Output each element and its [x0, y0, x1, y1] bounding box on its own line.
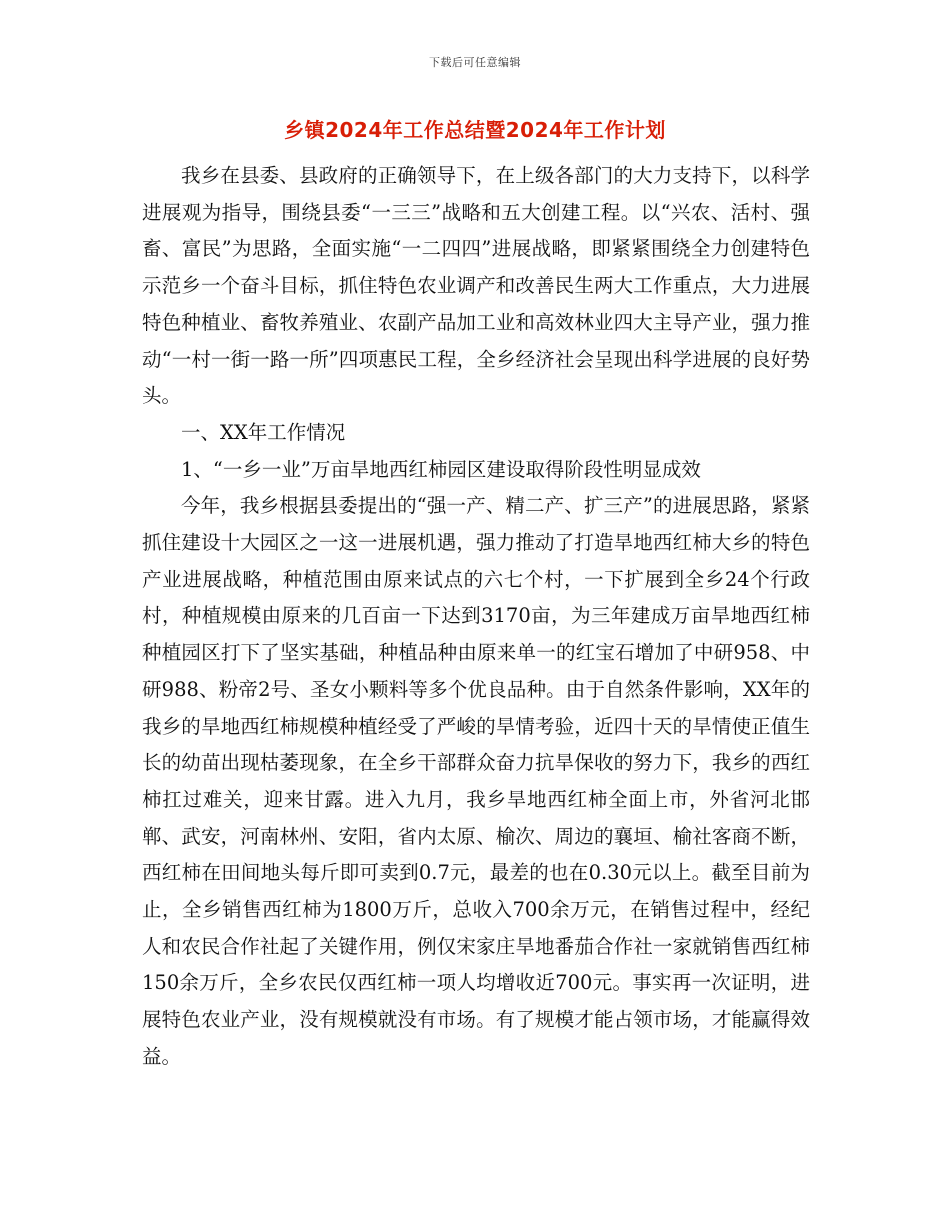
document-title: 乡镇2024年工作总结暨2024年工作计划 [284, 118, 666, 142]
document-body [142, 158, 810, 1076]
subsection-heading: 1、“一乡一业”万亩旱地西红柿园区建设取得阶段性明显成效 [181, 457, 701, 481]
body-paragraph: 今年，我乡根据县委提出的“强一产、精二产、扩三产”的进展思路，紧紧抓住建设十大园区之一这一进展机遇，强力推动了打造旱地西红柿大乡的特色产业进展战略，种植范围由原来试点的六七个村，一下扩展到全乡24个行政村，种植规模由原来的几百亩一下达到3170亩，为三年建成万亩旱地西红柿种植园区打下了坚实基础，种植品种由原来单一的红宝石增加了中研958、中研988、粉帝2号、圣女小颗料等多个优良品种。由于自然条件影响，XX年的我乡的旱地西红柿规模种植经受了严峻的旱情考验，近四十天的旱情使正值生长的幼苗出现枯萎现象，在全乡干部群众奋力抗旱保收的努力下，我乡的西红柿扛过难关，迎来甘露。进入九月，我乡旱地西红柿全面上市，外省河北邯郸、武安，河南林州、安阳，省内太原、榆次、周边的襄垣、榆社客商不断，西红柿在田间地头每斤即可卖到0.7元，最差的也在0.30元以上。截至目前为止，全乡销售西红柿为1800万斤，总收入700余万元，在销售过程中，经纪人和农民合作社起了关键作用，例仅宋家庄旱地番茄合作社一家就销售西红柿150余万斤，全乡农民仅西红柿一项人均增收近700元。事实再一次证明，进展特色农业产业，没有规模就没有市场。有了规模才能占领市场，才能赢得效益。 [142, 494, 810, 1068]
header-note: 下载后可任意编辑 [429, 56, 521, 69]
section-heading: 一、XX年工作情况 [181, 420, 346, 444]
intro-paragraph: 我乡在县委、县政府的正确领导下，在上级各部门的大力支持下，以科学进展观为指导，围绕县委“一三三”战略和五大创建工程。以“兴农、活村、强畜、富民”为思路，全面实施“一二四四”进展战略，即紧紧围绕全力创建特色示范乡一个奋斗目标，抓住特色农业调产和改善民生两大工作重点，大力进展特色种植业、畜牧养殖业、农副产品加工业和高效林业四大主导产业，强力推动“一村一街一路一所”四项惠民工程，全乡经济社会呈现出科学进展的良好势头。 [142, 164, 810, 408]
